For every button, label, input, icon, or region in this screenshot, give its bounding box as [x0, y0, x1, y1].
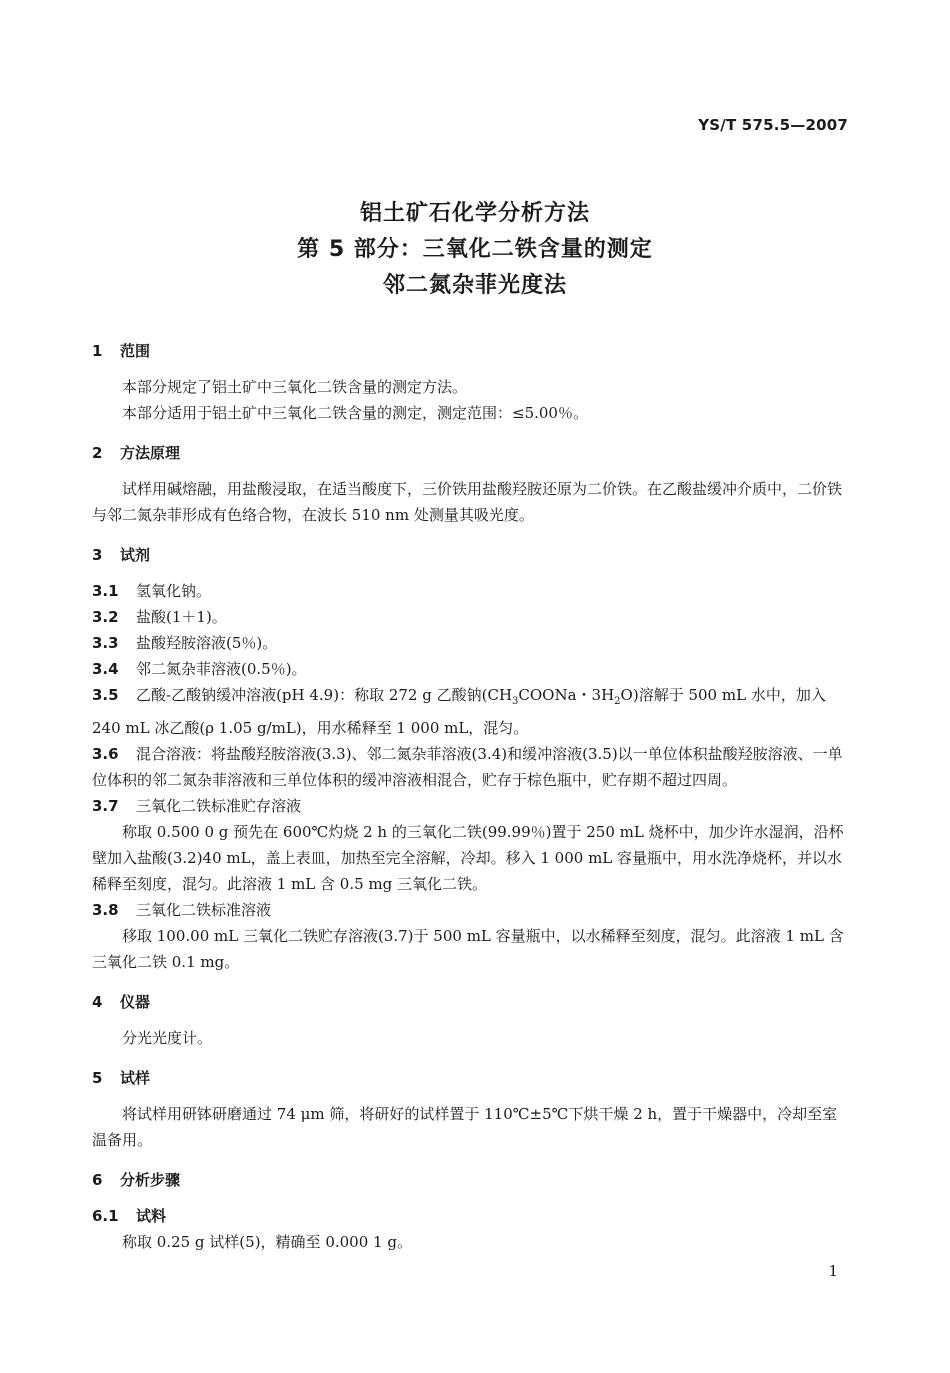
section-title: 试剂 — [120, 546, 151, 564]
clause-number: 3.2 — [92, 608, 119, 626]
clause-number: 3.8 — [92, 901, 119, 919]
clause-text: 邻二氮杂菲溶液(0.5％)。 — [136, 660, 307, 678]
clause-number: 6.1 — [92, 1207, 119, 1225]
clause-6-1-heading — [92, 1203, 852, 1229]
section-title: 方法原理 — [120, 444, 181, 462]
section-number: 6 — [92, 1171, 103, 1189]
clause-3-5 — [92, 682, 852, 741]
section-4-paragraph-1: 分光光度计。 — [122, 1029, 213, 1047]
title-line-3: 邻二氮杂菲光度法 — [382, 273, 567, 298]
clause-text: O)溶解于 500 mL 水中，加入 240 mL 冰乙酸(ρ 1.05 g/mL)，用水稀释至 1 000 mL，混匀。 — [92, 686, 826, 737]
clause-3-7 — [92, 793, 852, 819]
clause-3-8 — [92, 897, 852, 923]
section-1-heading — [92, 338, 852, 364]
section-1-paragraph-2: 本部分适用于铝土矿中三氧化二铁含量的测定，测定范围：≤5.00％。 — [122, 404, 588, 422]
section-title: 试样 — [120, 1069, 151, 1087]
clause-number: 3.1 — [92, 582, 119, 600]
section-title: 仪器 — [120, 993, 151, 1011]
clause-text: 氢氧化钠。 — [136, 582, 212, 600]
clause-number: 3.5 — [92, 686, 119, 704]
clause-heading: 三氧化二铁标准贮存溶液 — [136, 797, 302, 815]
clause-3-4 — [92, 656, 852, 682]
clause-text: 盐酸(1＋1)。 — [136, 608, 227, 626]
page-number: 1 — [828, 1262, 838, 1280]
clause-text: 乙酸-乙酸钠缓冲溶液(pH 4.9)：称取 272 g 乙酸钠(CH — [136, 686, 513, 704]
section-number: 3 — [92, 546, 103, 564]
clause-text: 混合溶液：将盐酸羟胺溶液(3.3)、邻二氮杂菲溶液(3.4)和缓冲溶液(3.5)以一单位体积盐酸羟胺溶液、一单位体积的邻二氮杂菲溶液和三单位体积的缓冲溶液相混合，贮存于棕色瓶中，贮存期不超过四周。 — [92, 745, 843, 789]
section-title: 分析步骤 — [120, 1171, 181, 1189]
clause-number: 3.6 — [92, 745, 119, 763]
clause-6-1-body: 称取 0.25 g 试样(5)，精确至 0.000 1 g。 — [122, 1233, 412, 1251]
clause-text: COONa・3H — [518, 686, 615, 704]
section-6-heading — [92, 1167, 852, 1193]
section-5-paragraph-1: 将试样用研钵研磨通过 74 μm 筛，将研好的试样置于 110℃±5℃下烘干燥 2 h，置于干燥器中，冷却至室温备用。 — [92, 1105, 838, 1149]
section-4-heading — [92, 989, 852, 1015]
clause-3-3 — [92, 630, 852, 656]
clause-text: 盐酸羟胺溶液(5％)。 — [136, 634, 278, 652]
clause-3-7-body: 称取 0.500 0 g 预先在 600℃灼烧 2 h 的三氧化二铁(99.99％)置于 250 mL 烧杯中，加少许水湿润，沿杯壁加入盐酸(3.2)40 mL，盖上表皿，加热至完全溶解，冷却。移入 1 000 mL 容量瓶中，用水洗净烧杯，并以水稀释至刻度，混匀。此溶液 1 mL 含 0.5 mg 三氧化二铁。 — [92, 823, 844, 893]
clause-3-1 — [92, 578, 852, 604]
section-5-heading — [92, 1065, 852, 1091]
section-1-paragraph-1: 本部分规定了铝土矿中三氧化二铁含量的测定方法。 — [122, 378, 468, 396]
section-2-heading — [92, 440, 852, 466]
clause-3-6 — [92, 741, 852, 793]
subscript: 2 — [614, 696, 621, 707]
section-number: 2 — [92, 444, 103, 462]
section-number: 4 — [92, 993, 103, 1011]
standard-code: YS/T 575.5—2007 — [698, 116, 848, 134]
clause-number: 3.4 — [92, 660, 119, 678]
clause-number: 3.7 — [92, 797, 119, 815]
document-body — [92, 338, 852, 1255]
section-2-paragraph-1: 试样用碱熔融，用盐酸浸取，在适当酸度下，三价铁用盐酸羟胺还原为二价铁。在乙酸盐缓冲介质中，二价铁与邻二氮杂菲形成有色络合物，在波长 510 nm 处测量其吸光度。 — [92, 480, 843, 524]
title-line-1: 铝土矿石化学分析方法 — [359, 201, 590, 226]
section-title: 范围 — [120, 342, 151, 360]
document-title — [0, 196, 950, 304]
clause-heading: 试料 — [136, 1207, 167, 1225]
section-3-heading — [92, 542, 852, 568]
title-line-2: 第 5 部分：三氧化二铁含量的测定 — [297, 237, 653, 262]
clause-heading: 三氧化二铁标准溶液 — [136, 901, 272, 919]
clause-3-8-body: 移取 100.00 mL 三氧化二铁贮存溶液(3.7)于 500 mL 容量瓶中，以水稀释至刻度，混匀。此溶液 1 mL 含三氧化二铁 0.1 mg。 — [92, 927, 844, 971]
subscript: 3 — [512, 696, 519, 707]
clause-number: 3.3 — [92, 634, 119, 652]
section-number: 1 — [92, 342, 103, 360]
clause-3-2 — [92, 604, 852, 630]
section-number: 5 — [92, 1069, 103, 1087]
